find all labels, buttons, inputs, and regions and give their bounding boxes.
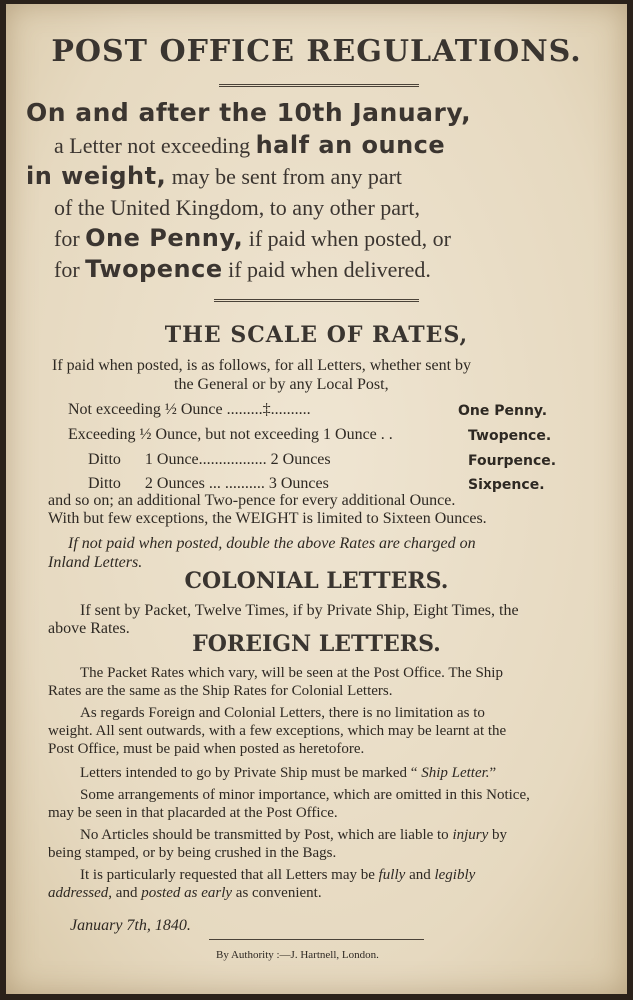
foreign-p3a: Letters intended to go by Private Ship must be marked “ [80,765,422,781]
printer-imprint: By Authority :—J. Hartnell, London. [216,949,379,961]
foreign-p6 [80,866,475,885]
foreign-p3 [80,764,496,783]
colonial-line-2: above Rates. [48,620,130,637]
rate-row-value: Sixpence. [468,477,545,493]
foreign-p5 [80,826,507,845]
rate-row-label: Not exceeding ½ Ounce .........‡.......... [68,401,311,418]
foreign-p1a: The Packet Rates which vary, will be seen at the Post Office. The Ship [80,665,503,681]
intro-emphasis-half-ounce: half an ounce [255,131,446,159]
foreign-heading: FOREIGN LETTERS. [192,631,441,657]
intro-line-5a: for [54,226,86,251]
foreign-p5a: No Articles should be transmitted by Post, which are liable to [80,827,453,843]
rate-row-label: Ditto 2 Ounces ... .......... 3 Ounces [88,475,329,492]
poster-date: January 7th, 1840. [70,917,191,934]
colonial-line-1: If sent by Packet, Twelve Times, if by Private Ship, Eight Times, the [80,602,519,619]
scale-line-1: If paid when posted, is as follows, for all Letters, whether sent by [52,357,472,374]
foreign-p5b: injury [452,827,489,843]
rate-row-value: Fourpence. [468,453,557,469]
intro-line-1: On and after the 10th January, [26,98,472,127]
scale-italic-2: Inland Letters. [48,554,143,571]
intro-line-2: a Letter not exceeding [54,133,256,158]
title-rule [219,84,419,87]
intro-rule [214,299,419,302]
foreign-p4a: Some arrangements of minor importance, which are omitted in this Notice, [80,787,530,803]
foreign-p6b: fully [378,867,406,883]
scale-line-4: With but few exceptions, the WEIGHT is limited to Sixteen Ounces. [48,510,487,527]
scale-line-3: and so on; an additional Two-pence for every additional Ounce. [48,492,456,509]
rate-row-label: Exceeding ½ Ounce, but not exceeding 1 Ounce . . [68,426,393,443]
intro-emphasis-one-penny: One Penny, [85,224,244,252]
foreign-p2b: weight. All sent outwards, with a few exceptions, which may be learnt at the [48,723,507,739]
intro-line-4: of the United Kingdom, to any other part, [54,195,420,220]
foreign-p3c: ” [489,765,497,781]
rate-row-label: Ditto 1 Ounce................. 2 Ounces [88,451,331,468]
intro-emphasis-weight: in weight, [26,162,167,190]
foreign-p6a: It is particularly requested that all Letters may be [80,867,379,883]
rate-row-value: One Penny. [458,403,548,419]
foreign-p5d: being stamped, or by being crushed in the Bags. [48,845,337,861]
foreign-p6c: and [405,867,435,883]
foreign-p6g: posted as early [141,885,233,901]
foreign-p5c: by [488,827,508,843]
foreign-p6-line2 [48,884,322,903]
poster-title: POST OFFICE REGULATIONS. [51,34,582,69]
foreign-p3b: Ship Letter. [421,765,490,781]
foreign-p6d: legibly [434,867,476,883]
foreign-p1b: Rates are the same as the Ship Rates for Colonial Letters. [48,683,393,699]
rate-row-value: Twopence. [468,428,552,444]
colonial-heading: COLONIAL LETTERS. [184,568,449,594]
intro-emphasis-twopence: Twopence [85,255,223,283]
intro-line-6a: for [54,257,86,282]
foreign-p4b: may be seen in that placarded at the Post Office. [48,805,338,821]
scale-italic-1: If not paid when posted, double the above Rates are charged on [68,535,476,552]
foreign-p6h: as convenient. [232,885,322,901]
foreign-p2a: As regards Foreign and Colonial Letters, there is no limitation as to [80,705,485,721]
foreign-p6e: addressed [48,885,109,901]
intro-line-5c: if paid when posted, or [243,226,451,251]
foreign-p2c: Post Office, must be paid when posted as heretofore. [48,741,365,757]
intro-line-6c: if paid when delivered. [222,257,431,282]
poster-sheet [6,4,627,994]
imprint-rule [209,939,424,940]
scale-heading: THE SCALE OF RATES, [164,322,469,348]
intro-line-3: may be sent from any part [166,164,403,189]
foreign-p6f: , and [108,885,142,901]
scale-line-2: the General or by any Local Post, [174,376,389,393]
